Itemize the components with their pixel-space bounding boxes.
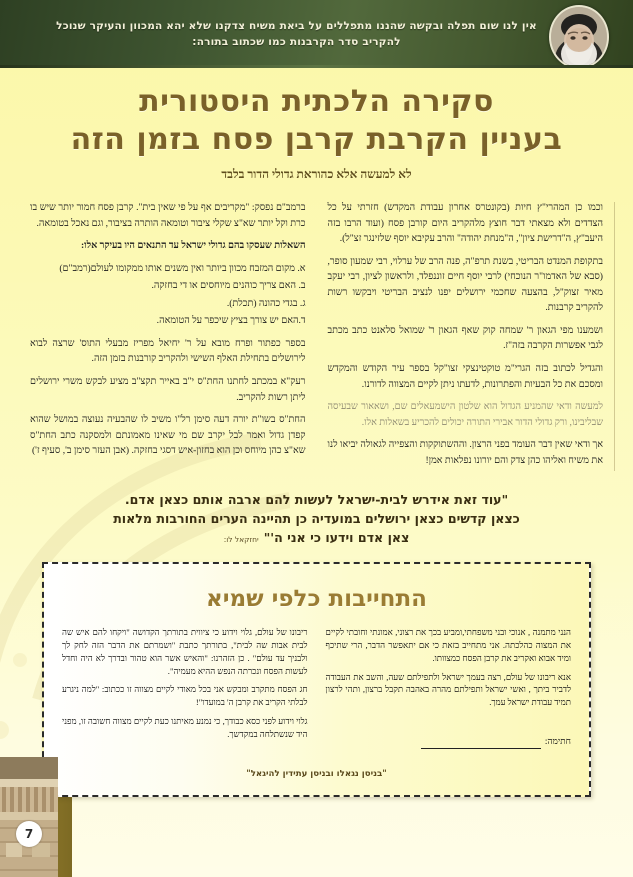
pull-quote-line-3: צאן אדם וידעו כי אני ה'" xyxy=(263,529,410,545)
signature-input-line[interactable] xyxy=(421,736,541,749)
commitment-footer-quote: "בניסן נגאלו ובניסן עתידין להיגאל" xyxy=(246,768,387,779)
commitment-paragraph: הנני מתמנה , אנוכי ובני משפחתי,ומביע בכך את רצוני, אמונתי וחובתי לקיים את המצוה כהלכתה. אני מתחייב בזאת כי אם יתאפשר הדבר, הרי שתיכף ומיד אבוא ואקריב את קרבן הפסח כמצוותו. xyxy=(325,626,571,663)
commitment-paragraph: גלוי וידוע לפני כסא כבודך, כי נמנע מאיתנו כעת לקיים מצווה חשובה זו, מפני היד שנשתלחה במקדשך. xyxy=(62,716,308,740)
signature-row xyxy=(326,735,572,749)
commitment-column-right xyxy=(62,626,308,749)
header-banner-line-2: להקריב סדר הקרבנות כמו שכתוב בתורה: xyxy=(192,36,401,48)
header-banner-line-1: אין לנו שום תפלה ובקשה שהננו מתפללים על ביאת משיח צדקנו שלא יהא המכוון והעיקר שנוכל xyxy=(56,19,537,32)
article-paragraph: ושמענו מפי הגאון ר' שמחה קוק שאף הגאון ר' שמואל סלאנט כתב מכתב לגבי אפשרות הקרבה בזה"ז. xyxy=(327,324,603,352)
article-list-item: ד.האם יש צורך בציץ שיכפר על הטומאה. xyxy=(156,315,306,327)
article-list-item: א. מקום המזבח מכוון ביותר ואין משנים אותו ממקומו לעולם(רמב"ם) xyxy=(59,262,306,274)
rabbi-portrait-avatar xyxy=(549,5,609,68)
article-paragraph: בתקופת המנדט הבריטי, בשנת תרפ"ה, פנה הרב של ערלוי, רבי שמעון סופר, (סבא של האדמו"ר הנוכחי) לרבי יוסף חיים זוננפלד, ולראשון לציון, רבי יעקב מאיר זצוק"ל, בהצעה שחכמי ירושלים יפנו לנציב הבריטי ויבקשו רשות להקריב קרבנות. xyxy=(327,255,603,314)
pull-quote-line-2: כצאן קדשים כצאן ירושלים במועדיה כן תהיינה הערים החורבות מלאות xyxy=(113,511,520,527)
article-paragraph: החת"ס בשו"ת יורה דעה סימן רל"ו משיב לו שהבעיה נעוצה במושל שהוא קפדן גדול ואמר לבל יקרב שם מי שאינו מאמונתם ולמסקנה כתב החת"ס שא"צ כהן מיוחס וכן הוא בחזון-איש דסגי בחזקה. (אבן העזר סימן ב', סעיף ז') xyxy=(30,414,306,457)
commitment-paragraph: חג הפסח מתקרב ומבקש אני בכל מאודי לקיים מצווה זו ככתוב: "למה ניגרע לבלתי הקריב את קרבן ה' במועדו"! xyxy=(62,684,308,708)
article-paragraph: וכמו כן המהרי"ץ חיות (בקונטרס אחרון עבודת המקדש) חזרתי על כל הצדדים ולא מצאתי דבר חוצץ מלהקריב היום קורבן פסח (ועוד הרבו בזה היעב"ץ, ה"דרישת ציון", ה"מנחת יהודה" והרב עקיבא יוסף שלזינגר זצ"ל). xyxy=(327,202,603,245)
article-paragraph: רעק"א במכתב לחתנו החת"ס י"ב באייר תקצ"ב מציע לבקש משרי ירושלים ליתן רשות להקריב. xyxy=(30,375,306,403)
commitment-column-left xyxy=(326,626,572,749)
article-paragraph: והגדיל לכתוב בזה הגרי"מ טוקטינצקי זצו"קל בספר עיר הקודש והמקדש ומסכם את כל הבעיות והפתרונות, לדעתו ניתן לקיים המצווה לדורנו. xyxy=(327,362,603,390)
article-paragraph: השאלות שעסקו בהם גדולי ישראל עד התנאים היו בעיקר אלו: xyxy=(80,240,306,252)
page-title-line-2: בעניין הקרבת קרבן פסח בזמן הזה xyxy=(70,121,563,157)
article-list-item: ג. בגדי כהונה (תכלת). xyxy=(226,297,306,309)
page-title-line-1: סקירה הלכתית היסטורית xyxy=(139,84,494,119)
pull-quote-line-1: "עוד זאת אידרש לבית-ישראל לעשות להם ארבה אותם כצאן אדם. xyxy=(124,492,509,508)
signature-label: חתימה: xyxy=(544,736,571,747)
article-list-item: ב. האם צריך כוהנים מיוחסים או די בחזקה. xyxy=(151,280,306,292)
article-paragraph: אך ודאי שאין דבר העומד בפני הרצון. וההשתוקקות והצפייה לגאולה יביאו לנו את משיח ואליהו כהן צדק והם יורונו נפלאות אמן! xyxy=(327,439,603,466)
commitment-paragraph: ריבונו של עולם, גלוי וידוע כי ציווית בתורתך הקדושה "ויקחו להם איש שה לבית אבות שה לבית", בתורתך כתבת "ושמרתם את הדבר הזה לחק לך ולבניך עד עולם" . כן הזהרנו: "והאיש אשר הוא טהור ובדרך לא היה וחדל לעשות הפסח ונכרתה הנפש ההיא מעמיה". xyxy=(62,626,308,676)
commitment-columns xyxy=(58,622,575,749)
temple-photo xyxy=(0,757,58,877)
article-body xyxy=(0,182,633,475)
commitment-title: התחייבות כלפי שמיא xyxy=(206,585,427,612)
article-column-left xyxy=(328,200,604,475)
article-column-right xyxy=(30,200,306,475)
article-paragraph: בספר כפתור ופרח מובא על ר' יחיאל מפריז מבעלי התוס' שרצה לבוא לירושלים בתחילת האלף השישי ולהקריב קורבנות בזמן הזה. xyxy=(30,337,306,365)
pull-quote xyxy=(26,491,607,548)
header-banner-text xyxy=(0,18,633,51)
page-number-badge: 7 xyxy=(16,821,42,847)
pull-quote-source: יחזקאל לו: xyxy=(223,534,259,544)
article-paragraph: ברמב"ם נפסק: "מקריבים אף על פי שאין בית". קרבן פסח חמור יותר שיש בו כרת וקל יותר שא"צ שקלי ציבור וטומאה הותרה בציבור, וגם נאכל בטומאה. xyxy=(30,202,306,229)
title-block xyxy=(0,68,633,182)
article-paragraph: למעשה ודאי שהמניע הגדול הוא שלטון הישמעאלים שם, ושאאור שבעיסה שבליבינו, ורק גדולי הדור אבירי התורה יכולים להכריע בשאלות אלו. xyxy=(327,401,603,428)
page-header xyxy=(0,0,633,68)
page-subtitle: לא למעשה אלא כהוראת גדולי הדור בלבד xyxy=(221,167,412,182)
commitment-paragraph: אנא ריבונו של עולם, רצה בעמך ישראל ולתפילתם שעה, והשב את העבודה לדביר ביתך , ואשי ישראל ותפילתם מהרה באהבה תקבל ברצון, ותהי לרצון תמיד עבודת ישראל עמך. xyxy=(325,671,571,708)
commitment-box xyxy=(42,562,591,797)
